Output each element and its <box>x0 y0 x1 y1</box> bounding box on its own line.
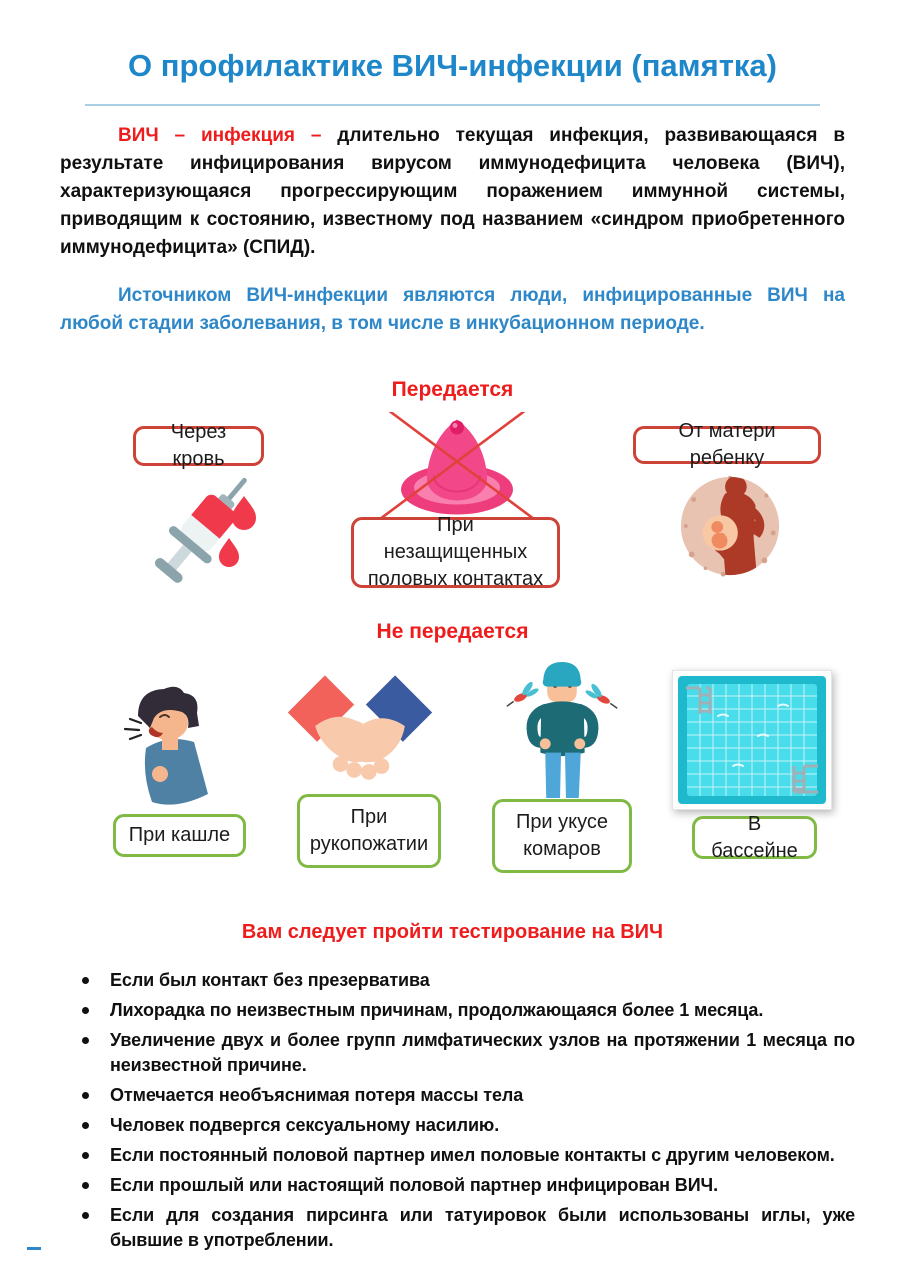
label-pool: В бассейне <box>692 816 817 859</box>
intro-text: длительно текущая инфекция, развивающаяся в результате инфицирования вирусом иммунодефицита человека (ВИЧ), характеризующаяся прогрессирующим поражением иммунной системы, приводящим к состоянию, известному под названием «синдром приобретенного иммунодефицита» (СПИД). <box>60 125 845 258</box>
intro-lead: ВИЧ – инфекция – <box>118 125 322 146</box>
testing-list-item: Увеличение двух и более групп лимфатических узлов на протяжении 1 месяца по неизвестной причине. <box>76 1028 855 1078</box>
label-through-blood: Через кровь <box>133 426 264 466</box>
mosquito-bite-icon <box>505 658 620 798</box>
testing-list-item: Если был контакт без презерватива <box>76 968 855 993</box>
testing-list-item: Если постоянный половой партнер имел половые контакты с другим человеком. <box>76 1143 855 1168</box>
pregnant-woman-icon <box>676 472 784 580</box>
testing-list-item: Лихорадка по неизвестным причинам, продолжающаяся более 1 месяца. <box>76 998 855 1023</box>
testing-heading: Вам следует пройти тестирование на ВИЧ <box>241 921 664 943</box>
testing-list-item: Если прошлый или настоящий половой партнер инфицирован ВИЧ. <box>76 1173 855 1198</box>
label-handshake: При рукопожатии <box>297 794 441 868</box>
testing-list-item: Человек подвергся сексуальному насилию. <box>76 1113 855 1138</box>
syringe-blood-icon <box>145 468 267 606</box>
not-transmitted-row <box>0 656 905 878</box>
swimming-pool-icon <box>672 670 832 810</box>
label-unprotected-sex: При незащищенных половых контактах <box>351 517 560 588</box>
label-mother-to-child: От матери ребенку <box>633 426 821 464</box>
handshake-icon <box>282 670 438 790</box>
not-transmitted-heading: Не передается <box>376 620 529 643</box>
testing-list <box>76 968 855 1253</box>
page-title: О профилактике ВИЧ-инфекции (памятка) <box>128 48 777 83</box>
testing-list-item: Отмечается необъяснимая потеря массы тела <box>76 1083 855 1108</box>
transmitted-heading: Передается <box>391 378 514 401</box>
intro-paragraph <box>60 122 845 262</box>
title-divider <box>85 104 820 106</box>
condom-crossed-icon <box>352 412 562 517</box>
coughing-man-icon <box>110 682 218 810</box>
label-mosquito: При укусе комаров <box>492 799 632 873</box>
testing-list-item: Если для создания пирсинга или татуировок были использованы иглы, уже бывшие в употреблении. <box>76 1203 855 1253</box>
label-coughing: При кашле <box>113 814 246 857</box>
transmitted-row <box>0 418 905 608</box>
page-footer-mark <box>27 1247 41 1250</box>
source-paragraph: Источником ВИЧ-инфекции являются люди, инфицированные ВИЧ на любой стадии заболевания, в том числе в инкубационном периоде. <box>60 285 845 334</box>
